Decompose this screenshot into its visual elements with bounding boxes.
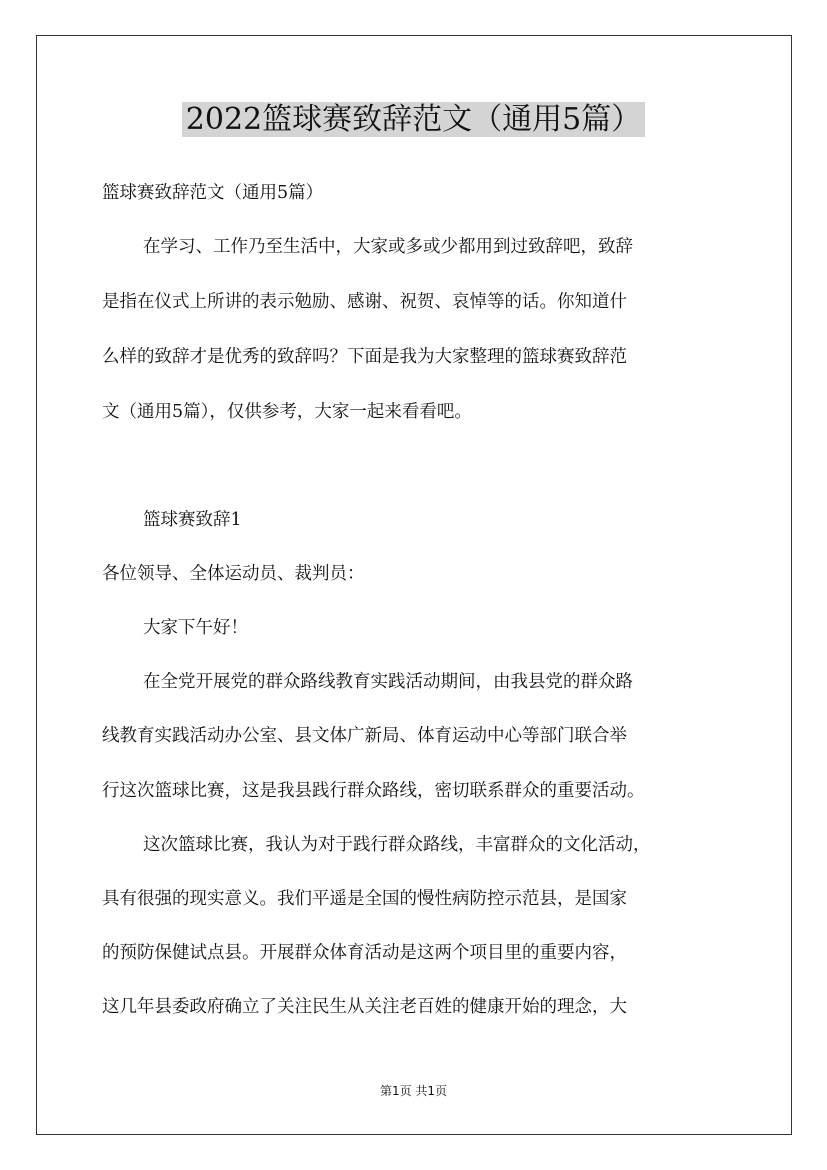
section-heading: 篮球赛致辞1 xyxy=(143,510,242,530)
intro-line: 是指在仪式上所讲的表示勉励、感谢、祝贺、哀悼等的话。你知道什 xyxy=(102,292,627,312)
intro-line: 么样的致辞才是优秀的致辞吗？下面是我为大家整理的篮球赛致辞范 xyxy=(102,347,627,367)
salutation: 各位领导、全体运动员、裁判员： xyxy=(102,564,365,584)
paragraph-line: 行这次篮球比赛，这是我县践行群众路线，密切联系群众的重要活动。 xyxy=(102,781,645,801)
intro-line: 在学习、工作乃至生活中，大家或多或少都用到过致辞吧，致辞 xyxy=(143,237,633,257)
paragraph-line: 具有很强的现实意义。我们平遥是全国的慢性病防控示范县，是国家 xyxy=(102,889,627,909)
paragraph-line: 线教育实践活动办公室、县文体广新局、体育运动中心等部门联合举 xyxy=(102,726,627,746)
document-title xyxy=(0,100,827,140)
page-number-footer: 第1页 共1页 xyxy=(379,1084,448,1098)
document-title-text: 2022篮球赛致辞范文（通用5篇） xyxy=(182,102,645,137)
intro-line: 文（通用5篇），仅供参考，大家一起来看看吧。 xyxy=(102,402,472,422)
paragraph-line: 的预防保健试点县。开展群众体育活动是这两个项目里的重要内容， xyxy=(102,943,627,963)
document-subtitle: 篮球赛致辞范文（通用5篇） xyxy=(102,183,324,203)
paragraph-line: 这几年县委政府确立了关注民生从关注老百姓的健康开始的理念，大 xyxy=(102,997,627,1017)
greeting: 大家下午好！ xyxy=(143,618,248,638)
paragraph-line: 这次篮球比赛，我认为对于践行群众路线，丰富群众的文化活动， xyxy=(143,835,651,855)
paragraph-line: 在全党开展党的群众路线教育实践活动期间，由我县党的群众路 xyxy=(143,672,633,692)
